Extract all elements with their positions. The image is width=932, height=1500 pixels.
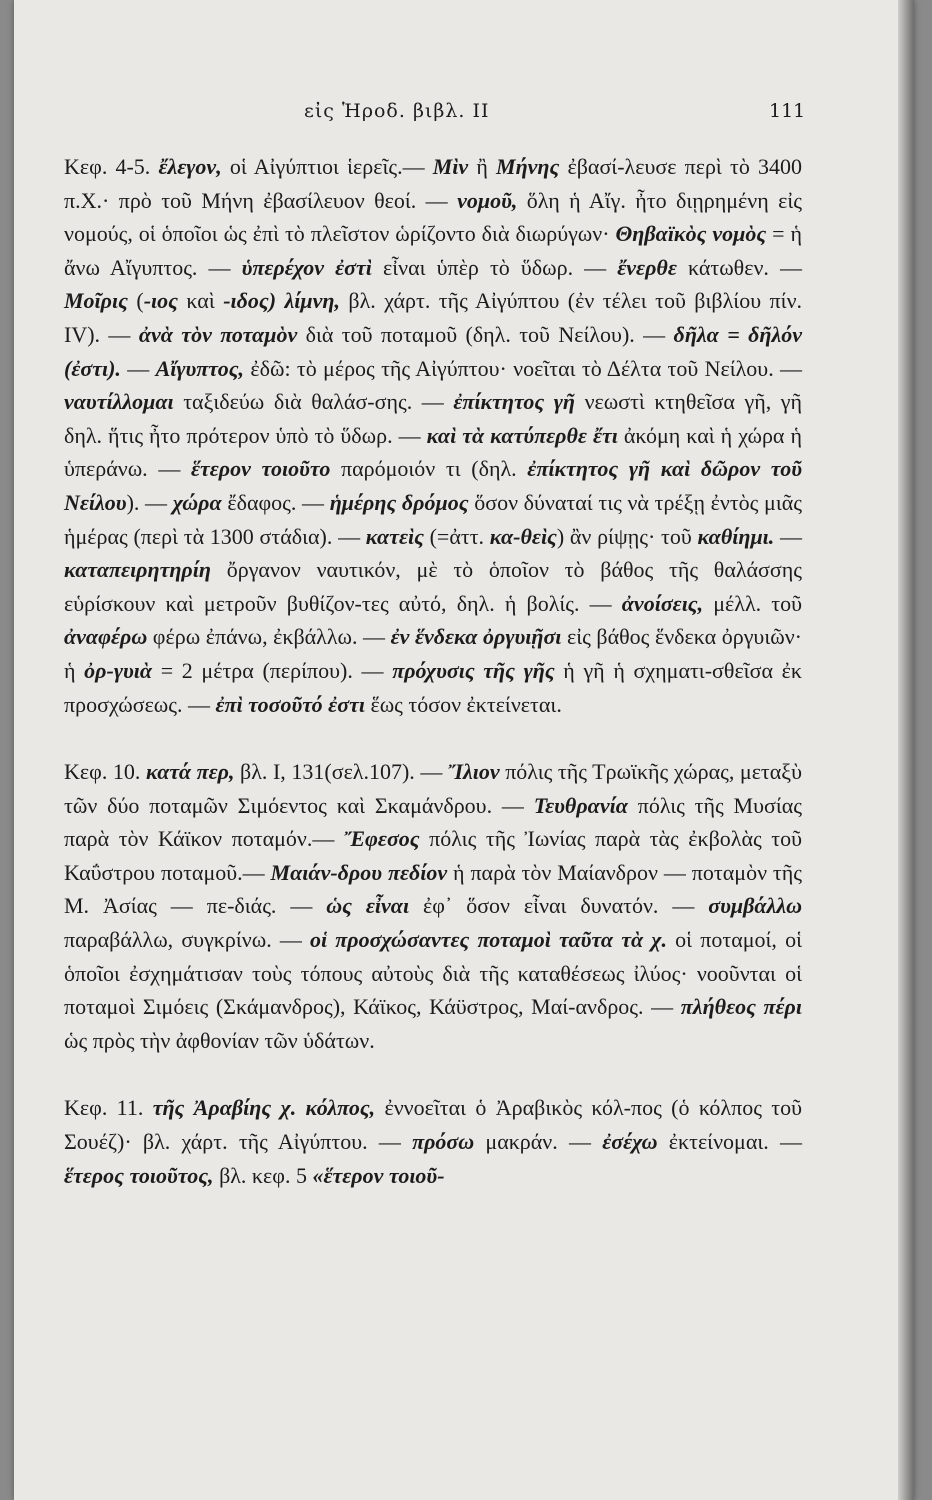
lemma: ἀναφέρω (64, 624, 148, 650)
lemma: τῆς Ἀραβίης χ. κόλπος, (152, 1095, 376, 1121)
gloss: οἱ Αἰγύπτιοι ἱερεῖς.— (221, 154, 433, 179)
lemma: Ἔφεσος (343, 826, 420, 852)
gloss: (=ἀττ. (423, 523, 490, 549)
section-text (64, 1095, 802, 1187)
lemma: ἔλεγον, (158, 154, 222, 179)
lemma: Θηβαϊκὸς νομὸς (615, 221, 767, 247)
gloss: νεωστὶ κτηθεῖσα γῆ, γῆ δηλ. ἥτις ἦτο πρότερον ὑπὸ τὸ ὕδωρ. — (64, 389, 802, 448)
gloss: μακράν. — (474, 1129, 603, 1155)
lemma: ἀνὰ τὸν ποταμὸν (138, 321, 298, 347)
lemma: Μὶν (432, 154, 469, 179)
lemma: καταπειρητηρίη (64, 557, 211, 583)
book-page (14, 0, 914, 1500)
gloss: ἀκόμη καὶ ἡ χώρα ἡ ὑπεράνω. — (64, 422, 802, 482)
gloss: πόλις τῆς Τρωϊκῆς χώρας, μεταξὺ τῶν δύο ποταμῶν Σιμόεντος καὶ Σκαμάνδρου. — (64, 759, 803, 818)
gloss: βλ. Ι, 131(σελ.107). — (234, 759, 448, 785)
chapter-label: Κεφ. 11. (64, 1095, 144, 1121)
lemma: ἕτερος τοιοῦτος, (64, 1162, 214, 1188)
lemma: ἕτερον τοιοῦτο (190, 456, 331, 482)
lemma: κατά περ, (145, 759, 235, 785)
page-number: 111 (769, 100, 806, 122)
lemma: καθίημι. (697, 523, 775, 549)
gloss: — (774, 523, 803, 549)
gloss: ἐννοεῖται ὁ Ἀραβικὸς κόλ-πος (ὁ κόλπος τοῦ Σουέζ)· βλ. χάρτ. τῆς Αἰγύπτου. — (64, 1095, 802, 1155)
lemma: «ἕτερον τοιοῦ- (312, 1162, 445, 1188)
gloss: ἔδαφος. — (221, 489, 330, 515)
lemma: κα-θεὶς (489, 523, 557, 549)
lemma: ἐπίκτητος γῆ καὶ δῶρον τοῦ Νείλου (64, 456, 803, 515)
gloss: οἱ ποταμοί, οἱ ὁποῖοι ἐσχημάτισαν τοὺς τόπους αὐτοὺς διὰ τῆς καταθέσεως ἰλύος· νοοῦνται οἱ ποταμοὶ Σιμόεις (Σκάμανδρος), Κάϊκος, Κάϋστρος, Μαί-ανδρος. — (64, 927, 803, 1020)
lemma: -ιος (143, 288, 178, 314)
gloss: — (120, 355, 156, 381)
gloss: = ἡ ἄνω Αἴγυπτος. — (64, 221, 802, 280)
gloss: καὶ (177, 288, 224, 314)
section-chapter-4-5 (64, 150, 802, 721)
gloss (276, 288, 284, 313)
section-text (64, 154, 802, 717)
gloss: ἡ γῆ ἡ σχηματι-σθεῖσα ἐκ προσχώσεως. — (64, 657, 802, 717)
lemma: ἀνοίσεις, (621, 590, 704, 616)
gloss: ταξιδεύω διὰ θαλάσ-σης. — (173, 389, 454, 415)
lemma: λίμνη, (284, 288, 340, 314)
lemma: Μαιάν-δρου πεδίον (270, 859, 448, 885)
gloss: ὅσον δύναταί τις νὰ τρέξῃ ἐντὸς μιᾶς ἡμέρας (περὶ τὰ 1300 στάδια). — (64, 489, 802, 549)
gloss: ὅλη ἡ Αἴγ. ἦτο διῃρημένη εἰς νομούς, οἱ ὁποῖοι ὡς ἐπὶ τὸ πλεῖστον ὡρίζοντο διὰ διωρύγων· (64, 187, 802, 247)
gloss: ( (127, 288, 144, 314)
gloss: φέρω ἐπάνω, ἐκβάλλω. — (147, 624, 391, 650)
lemma: Αἴγυπτος, (155, 355, 245, 381)
lemma: συμβάλλω (708, 893, 802, 919)
lemma: ἔνερθε (617, 254, 677, 280)
commentary-body (64, 150, 802, 1192)
gloss: ). — (126, 489, 173, 515)
lemma: καὶ τὰ κατύπερθε ἔτι (426, 422, 618, 448)
gloss: ἢ (468, 154, 497, 179)
lemma: πρόχυσις τῆς γῆς (392, 657, 555, 683)
lemma: Ἴλιον (447, 759, 500, 785)
gloss: βλ. χάρτ. τῆς Αἰγύπτου (ἐν τέλει τοῦ βιβλίου πίν. IV). — (64, 288, 803, 347)
gloss: ) ἂν ρίψῃς· τοῦ (556, 523, 698, 549)
lemma: ὡς εἶναι (326, 893, 410, 919)
page-header (14, 100, 914, 134)
lemma: ἐσέχω (602, 1129, 658, 1155)
gloss: ὄργανον ναυτικόν, μὲ τὸ ὁποῖον τὸ βάθος τῆς θαλάσσης εὑρίσκουν καὶ μετροῦν βυθίζον-τες αὐτό, δηλ. ἡ βολίς. — (64, 557, 802, 616)
gloss: ἐδῶ: τὸ μέρος τῆς Αἰγύπτου· νοεῖται τὸ Δέλτα τοῦ Νείλου. — (244, 355, 803, 381)
lemma: Τευθρανία (533, 792, 628, 818)
gloss: μέλλ. τοῦ (703, 590, 802, 616)
lemma: νομοῦ, (457, 187, 518, 213)
gloss: ἡ παρὰ τὸν Μαίανδρον — ποταμὸν τῆς Μ. Ἀσίας — πε-διάς. — (64, 859, 802, 919)
lemma: ἐπὶ τοσοῦτό ἐστι (215, 691, 365, 717)
lemma: -ιδος) (223, 288, 277, 314)
gloss: εἶναι ὑπὲρ τὸ ὕδωρ. — (371, 254, 618, 280)
gloss: πόλις τῆς Μυσίας παρὰ τὸν Κάϊκον ποταμόν.— (64, 792, 802, 852)
gloss: βλ. κεφ. 5 (213, 1162, 313, 1188)
gloss: εἰς βάθος ἕνδεκα ὀργυιῶν· ἡ (64, 624, 802, 683)
gloss: διὰ τοῦ ποταμοῦ (δηλ. τοῦ Νείλου). — (297, 321, 674, 347)
gloss: ἐβασί-λευσε περὶ τὸ 3400 π.Χ.· πρὸ τοῦ Μήνη ἐβασίλευον θεοί. — (64, 154, 802, 213)
gloss: ἐκτείνομαι. — (657, 1129, 802, 1155)
lemma: Μοῖρις (64, 288, 128, 314)
lemma: κατεὶς (365, 523, 424, 549)
running-head: εἰς Ἡροδ. βιβλ. ΙΙ (304, 100, 490, 122)
lemma: ναυτίλλομαι (64, 389, 174, 415)
section-text (64, 759, 802, 1053)
chapter-label: Κεφ. 10. (64, 759, 141, 785)
section-chapter-10 (64, 755, 802, 1057)
gloss: παρόμοιόν τι (δηλ. (330, 456, 528, 482)
lemma: οἱ προσχώσαντες ποταμοὶ ταῦτα τὰ χ. (310, 927, 668, 953)
gloss: κάτωθεν. — (676, 254, 802, 280)
gloss: πόλις τῆς Ἰωνίας παρὰ τὰς ἐκβολὰς τοῦ Καΰστρου ποταμοῦ.— (64, 826, 803, 885)
lemma: πλήθεος πέρι (680, 994, 803, 1020)
lemma: ὀρ-γυιὰ (84, 657, 153, 683)
chapter-label: Κεφ. 4-5. (64, 154, 151, 179)
lemma: πρόσω (412, 1129, 475, 1155)
lemma: ὑπερέχον ἐστὶ (241, 254, 372, 280)
lemma: χώρα (172, 489, 222, 515)
lemma: ἐν ἕνδεκα ὀργυιῇσι (390, 624, 562, 650)
gloss: ὡς πρὸς τὴν ἀφθονίαν τῶν ὑδάτων. (64, 1027, 375, 1053)
gloss: = 2 μέτρα (περίπου). — (152, 657, 393, 683)
gloss: ἕως τόσον ἐκτείνεται. (364, 691, 562, 717)
lemma: ἡμέρης δρόμος (329, 489, 469, 515)
lemma: ἐπίκτητος γῆ (453, 389, 576, 415)
lemma: Μήνης (496, 154, 560, 179)
gloss: ἐφ᾽ ὅσον εἶναι δυνατόν. — (409, 893, 709, 919)
lemma: δῆλα = δῆλόν (ἐστι). (64, 321, 802, 381)
gloss: παραβάλλω, συγκρίνω. — (64, 927, 311, 953)
section-chapter-11 (64, 1091, 802, 1192)
page-edge-shadow (898, 0, 914, 1500)
